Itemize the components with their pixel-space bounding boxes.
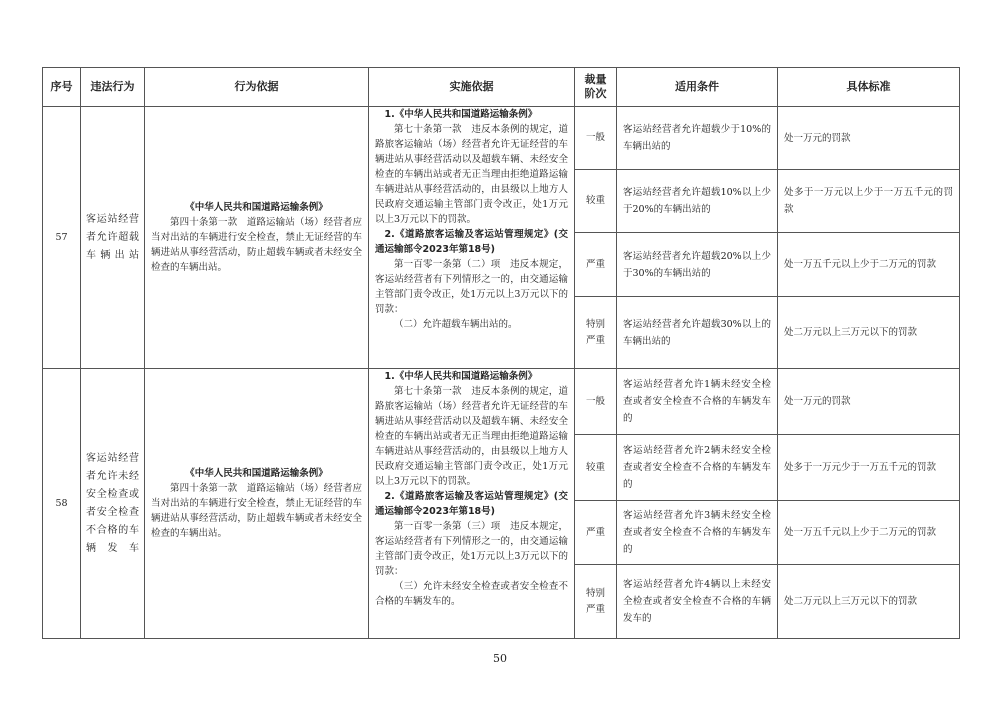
header-level-text: 裁量阶次	[584, 73, 607, 100]
specific-standard: 处一万五千元以上少于二万元的罚款	[778, 233, 960, 297]
row-seq-number: 57	[43, 107, 81, 369]
page-number: 50	[493, 652, 507, 665]
header-cond: 适用条件	[617, 68, 778, 107]
implementation-basis-cell	[369, 107, 575, 369]
header-basis: 行为依据	[145, 68, 369, 107]
row-seq-number: 58	[43, 369, 81, 639]
penalty-standards-table	[42, 67, 960, 639]
basis-law-text: 第四十条第一款 道路运输站（场）经营者应当对出站的车辆进行安全检查，禁止无证经营的车辆进站从事经营活动，防止超载车辆或者未经安全检查的车辆出站。	[151, 217, 362, 273]
violation-act: 客运站经营者允许超载车辆出站	[86, 213, 139, 261]
header-act: 违法行为	[81, 68, 145, 107]
header-seq: 序号	[43, 68, 81, 107]
applicable-condition: 客运站经营者允许1辆未经安全检查或者安全检查不合格的车辆发车的	[617, 369, 778, 435]
discretion-level-text: 特别严重	[585, 587, 605, 615]
specific-standard: 处多于一万元以上少于一万五千元的罚款	[778, 170, 960, 233]
impl-law-paragraph: （三）允许未经安全检查或者安全检查不合格的车辆发车的。	[375, 581, 568, 607]
discretion-level-text: 较重	[585, 195, 605, 206]
behavior-basis-cell	[145, 107, 369, 369]
discretion-level	[575, 297, 617, 369]
behavior-basis-cell	[145, 369, 369, 639]
basis-law-title: 《中华人民共和国道路运输条例》	[185, 468, 328, 479]
impl-law-paragraph: （二）允许超载车辆出站的。	[394, 319, 518, 330]
impl-law-paragraph: 第七十条第一款 违反本条例的规定，道路旅客运输站（场）经营者允许无证经营的车辆进站从事经营活动以及超载车辆、未经安全检查的车辆出站或者无正当理由拒绝道路运输车辆进站从事经营活动的，由县级以上地方人民政府交通运输主管部门责令改正，处1万元以上3万元以下的罚款。	[375, 386, 568, 487]
basis-law-text: 第四十条第一款 道路运输站（场）经营者应当对出站的车辆进行安全检查，禁止无证经营的车辆进站从事经营活动，防止超载车辆或者未经安全检查的车辆出站。	[151, 483, 362, 539]
impl-law-paragraph: 第一百零一条第（二）项 违反本规定，客运站经营者有下列情形之一的，由交通运输主管部门责令改正，处1万元以上3万元以下的罚款：	[375, 259, 568, 315]
discretion-level	[575, 170, 617, 233]
impl-law-heading: 2.《道路旅客运输及客运站管理规定》(交通运输部令2023年第18号)	[375, 491, 568, 517]
discretion-level	[575, 435, 617, 501]
impl-law-paragraph: 第七十条第一款 违反本条例的规定，道路旅客运输站（场）经营者允许无证经营的车辆进站从事经营活动以及超载车辆、未经安全检查的车辆出站或者无正当理由拒绝道路运输车辆进站从事经营活动的，由县级以上地方人民政府交通运输主管部门责令改正，处1万元以上3万元以下的罚款。	[375, 124, 568, 225]
header-std: 具体标准	[778, 68, 960, 107]
implementation-basis-cell	[369, 369, 575, 639]
discretion-level-text: 较重	[585, 461, 605, 473]
applicable-condition: 客运站经营者允许超载少于10%的车辆出站的	[617, 107, 778, 170]
specific-standard: 处一万元的罚款	[778, 369, 960, 435]
basis-law-title: 《中华人民共和国道路运输条例》	[185, 202, 328, 213]
specific-standard: 处二万元以上三万元以下的罚款	[778, 297, 960, 369]
applicable-condition: 客运站经营者允许2辆未经安全检查或者安全检查不合格的车辆发车的	[617, 435, 778, 501]
specific-standard: 处二万元以上三万元以下的罚款	[778, 565, 960, 639]
violation-act-cell	[81, 107, 145, 369]
applicable-condition: 客运站经营者允许超载30%以上的车辆出站的	[617, 297, 778, 369]
violation-act-cell	[81, 369, 145, 639]
header-impl: 实施依据	[369, 68, 575, 107]
discretion-level-text: 一般	[585, 395, 605, 407]
discretion-level-text: 一般	[585, 132, 605, 143]
applicable-condition: 客运站经营者允许3辆未经安全检查或者安全检查不合格的车辆发车的	[617, 501, 778, 565]
header-level	[575, 68, 617, 107]
discretion-level	[575, 233, 617, 297]
discretion-level-text: 特别严重	[585, 318, 605, 346]
specific-standard: 处一万五千元以上少于二万元的罚款	[778, 501, 960, 565]
table-row	[43, 369, 960, 435]
table-row	[43, 107, 960, 170]
discretion-level-text: 严重	[585, 258, 605, 270]
discretion-level	[575, 369, 617, 435]
discretion-level-text: 严重	[585, 526, 605, 538]
impl-law-heading: 1.《中华人民共和国道路运输条例》	[384, 371, 538, 382]
specific-standard: 处多于一万元少于一万五千元的罚款	[778, 435, 960, 501]
applicable-condition: 客运站经营者允许超载10%以上少于20%的车辆出站的	[617, 170, 778, 233]
discretion-level	[575, 565, 617, 639]
discretion-level	[575, 501, 617, 565]
specific-standard: 处一万元的罚款	[778, 107, 960, 170]
table-header-row	[43, 68, 960, 107]
discretion-level	[575, 107, 617, 170]
applicable-condition: 客运站经营者允许超载20%以上少于30%的车辆出站的	[617, 233, 778, 297]
impl-law-heading: 2.《道路旅客运输及客运站管理规定》(交通运输部令2023年第18号)	[375, 229, 568, 255]
violation-act: 客运站经营者允许未经安全检查或者安全检查不合格的车辆发车	[86, 452, 139, 554]
applicable-condition: 客运站经营者允许4辆以上未经安全检查或者安全检查不合格的车辆发车的	[617, 565, 778, 639]
impl-law-heading: 1.《中华人民共和国道路运输条例》	[384, 109, 538, 120]
impl-law-paragraph: 第一百零一条第（三）项 违反本规定，客运站经营者有下列情形之一的，由交通运输主管部门责令改正，处1万元以上3万元以下的罚款：	[375, 521, 568, 577]
penalty-standards-table-container	[42, 67, 959, 639]
